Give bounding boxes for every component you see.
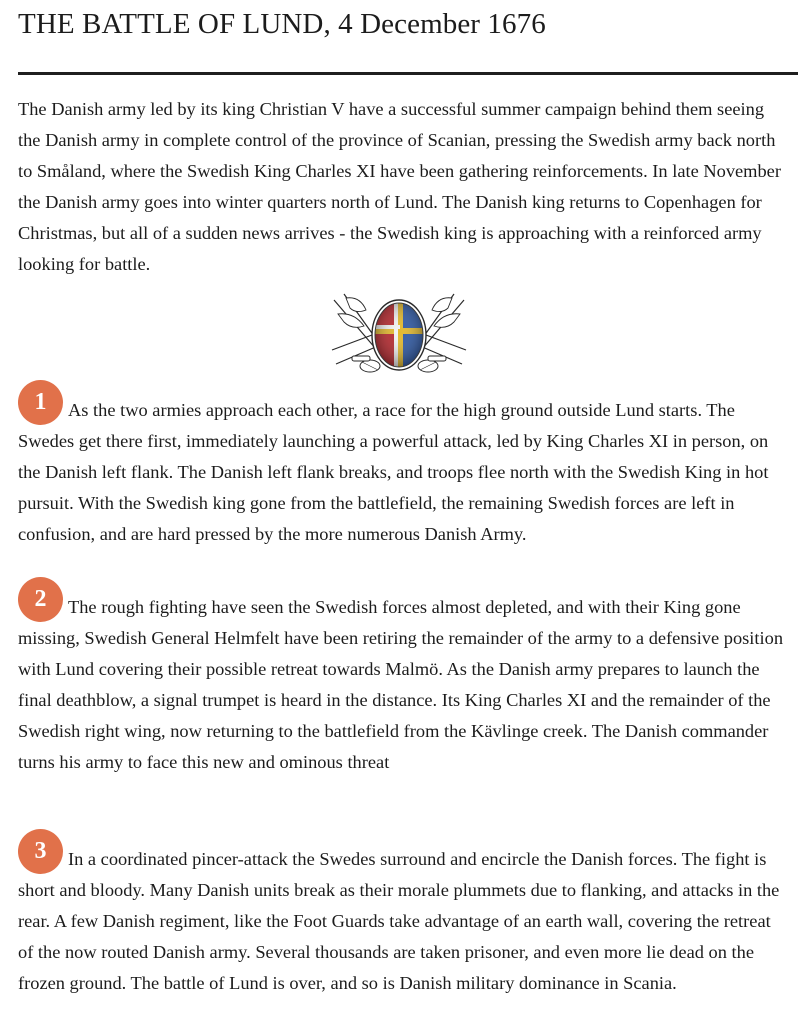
title-divider (18, 72, 798, 75)
section-text: In a coordinated pincer-attack the Swedes surround and encircle the Danish forces. The fight is short and bloody. Many Danish units break as their morale plummets due to flanking, and attacks in the rear. A few Danish regiment, like the Foot Guards take advantage of an earth wall, covering the retreat of the now routed Danish army. Several thousands are taken prisoner, and even more lie dead on the frozen ground. The battle of Lund is over, and so is Danish military dominance in Scania. (18, 849, 780, 993)
section-paragraph (18, 844, 788, 999)
crossed-flags-shield-emblem-icon (330, 292, 468, 378)
section-paragraph (18, 592, 788, 778)
section-paragraph (18, 395, 788, 550)
section-number-badge: 3 (18, 829, 63, 874)
intro-paragraph: The Danish army led by its king Christian V have a successful summer campaign behind them seeing the Danish army in complete control of the province of Scanian, pressing the Swedish army back north to Småland, where the Swedish King Charles XI have been gathering reinforcements. In late November the Danish army goes into winter quarters north of Lund. The Danish king returns to Copenhagen for Christmas, but all of a sudden news arrives - the Swedish king is approaching with a reinforced army looking for battle. (18, 99, 781, 274)
section-number-badge: 1 (18, 380, 63, 425)
section-number-badge: 2 (18, 577, 63, 622)
section-text: As the two armies approach each other, a race for the high ground outside Lund starts. The Swedes get there first, immediately launching a powerful attack, led by King Charles XI in person, on the Danish left flank. The Danish left flank breaks, and troops flee north with the Swedish King in hot pursuit. With the Swedish king gone from the battlefield, the remaining Swedish forces are left in confusion, and are hard pressed by the more numerous Danish Army. (18, 400, 769, 544)
section-text: The rough fighting have seen the Swedish forces almost depleted, and with their King gone missing, Swedish General Helmfelt have been retiring the remainder of the army to a defensive position with Lund covering their possible retreat towards Malmö. As the Danish army prepares to launch the final deathblow, a signal trumpet is heard in the distance. Its King Charles XI and the remainder of the Swedish right wing, now returning to the battlefield from the Kävlinge creek. The Danish commander turns his army to face this new and ominous threat (18, 597, 784, 772)
page-title: THE BATTLE OF LUND, 4 December 1676 (18, 8, 546, 40)
